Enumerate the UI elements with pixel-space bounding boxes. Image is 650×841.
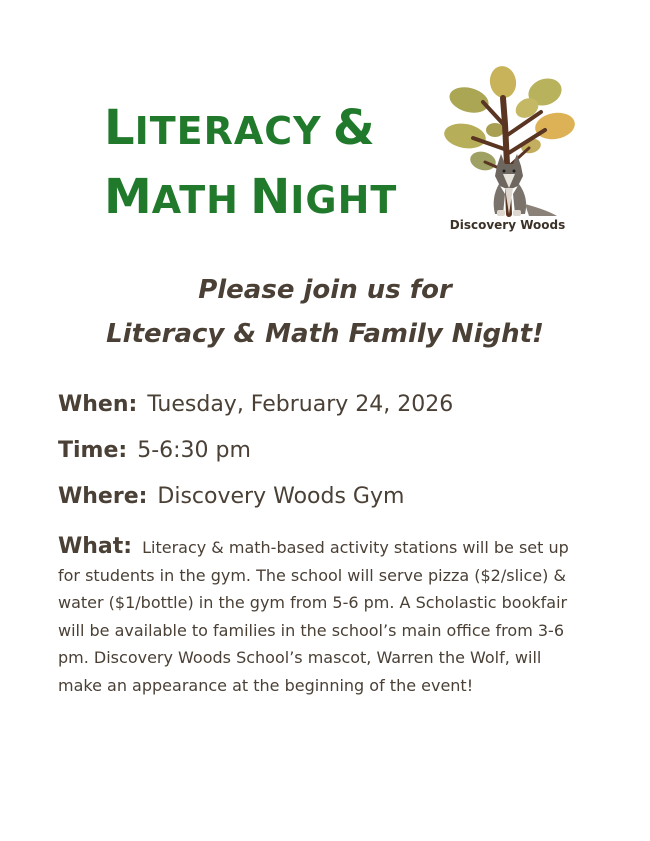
title-word-night: IGHT [290, 178, 398, 222]
title-initial-l: L [104, 100, 135, 156]
invitation-heading [0, 268, 650, 356]
what-label: What: [58, 534, 133, 559]
what-paragraph [58, 533, 588, 699]
time-row [58, 438, 251, 463]
title-initial-m: M [104, 169, 152, 225]
where-row [58, 484, 404, 509]
page-title [104, 96, 397, 234]
title-line-1 [104, 96, 397, 165]
logo-caption: Discovery Woods [449, 218, 566, 232]
what-value: Literacy & math-based activity stations will be set up for students in the gym. The school will serve pizza ($2/slice) & water ($1/bottle) in the gym from 5-6 pm. A Scholastic bookfair will be available to families in the school’s main office from 3-6 pm. Discovery Woods School’s mascot, Warren the Wolf, will make an appearance at the beginning of the event! [58, 538, 569, 695]
invitation-line-1: Please join us for [198, 275, 452, 305]
title-word-literacy: ITERACY [134, 109, 322, 153]
where-label: Where: [58, 484, 148, 509]
when-value: Tuesday, February 24, 2026 [147, 392, 454, 417]
when-label: When: [58, 392, 138, 417]
title-line-2 [104, 165, 397, 234]
when-row [58, 392, 453, 417]
title-ampersand: & [332, 100, 375, 156]
invitation-line-2: Literacy & Math Family Night! [106, 319, 544, 349]
title-initial-n: N [250, 169, 291, 225]
where-value: Discovery Woods Gym [157, 484, 405, 509]
time-value: 5-6:30 pm [137, 438, 251, 463]
time-label: Time: [58, 438, 128, 463]
tree-wolf-logo-icon [425, 64, 590, 239]
title-word-math: ATH [151, 178, 239, 222]
